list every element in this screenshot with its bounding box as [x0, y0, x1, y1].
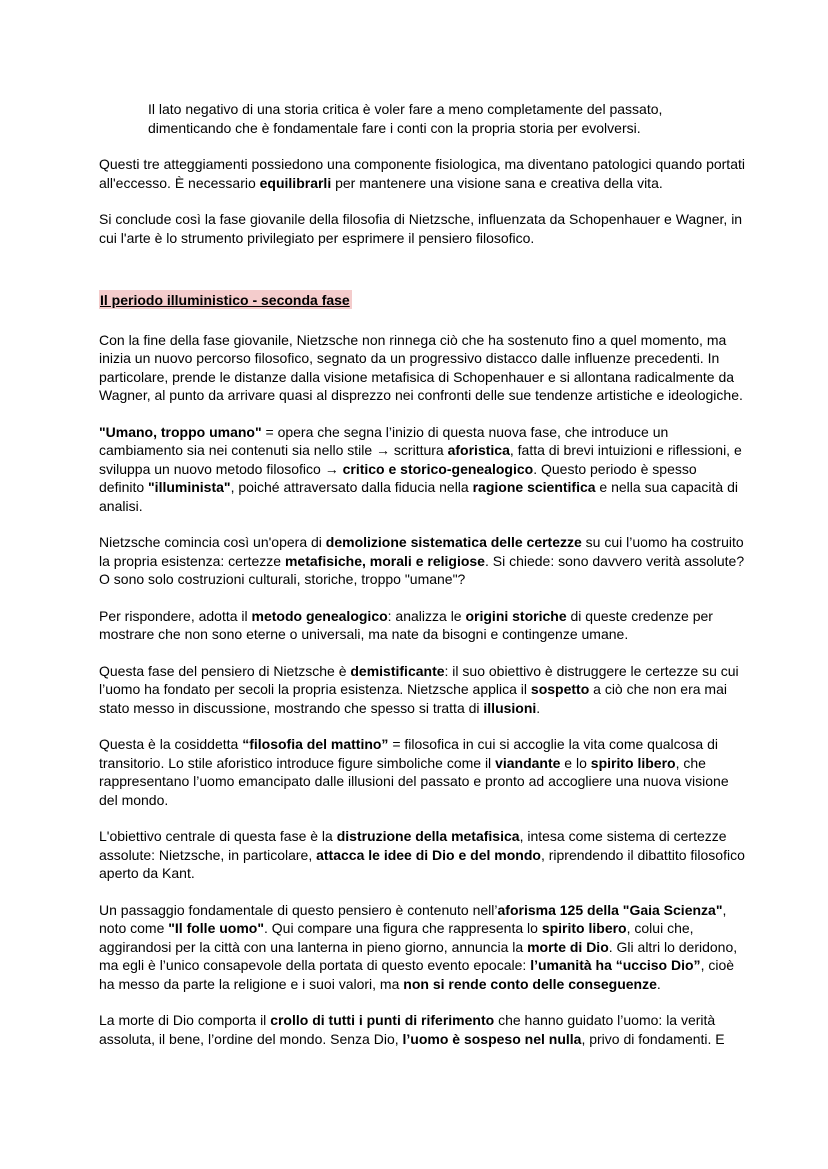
paragraph	[99, 735, 745, 809]
paragraph	[99, 827, 749, 883]
bold-text-run: critico e storico-genealogico	[342, 460, 534, 477]
text-run: . Qui compare una figura che rappresenta lo	[263, 920, 542, 936]
text-run: .	[536, 699, 541, 716]
bold-text-run: ragione scientifica	[472, 479, 596, 495]
text-run: e nella sua capacità di analisi.	[99, 479, 742, 514]
document-body	[99, 100, 749, 1048]
bold-text-run: “filosofia del mattino”	[242, 736, 389, 752]
text-run: .	[656, 975, 661, 992]
text-run: Il lato negativo di una storia critica è voler fare a meno completamente del passato, dimenticando che è fondamentale fare i conti con la propria storia per evolversi.	[148, 101, 667, 136]
paragraph	[99, 155, 749, 192]
bold-text-run: l’uomo è sospeso nel nulla	[402, 1030, 582, 1047]
text-run: L'obiettivo centrale di questa fase è la	[99, 828, 337, 844]
section-heading	[99, 291, 745, 310]
paragraph	[99, 331, 745, 405]
bold-text-run: non si rende conto delle conseguenze	[403, 975, 657, 992]
bold-text-run: aforisma 125 della "Gaia Scienza"	[497, 901, 723, 918]
text-run: Un passaggio fondamentale di questo pensiero è contenuto nell’	[99, 901, 498, 918]
text-run: , intesa come sistema di certezze assolute: Nietzsche, in particolare,	[99, 828, 731, 863]
bold-text-run: metafisiche, morali e religiose	[284, 552, 485, 569]
text-run: Nietzsche comincia così un'opera di	[99, 534, 326, 550]
bold-text-run: metodo genealogico	[251, 607, 388, 624]
text-run: : analizza le	[387, 607, 466, 624]
bold-text-run: "Umano, troppo umano"	[99, 423, 262, 440]
text-run: Questa fase del pensiero di Nietzsche è	[99, 662, 351, 679]
text-run: . Gli altri lo deridono, ma egli è l’unico consapevole della portata di questo evento epocale:	[99, 938, 742, 973]
text-run: , poiché attraversato dalla fiducia nella	[230, 479, 473, 495]
bold-text-run: origini storiche	[465, 607, 567, 624]
text-run: , fatta di brevi intuizioni e riflessioni, e sviluppa un nuovo metodo filosofico →	[99, 442, 746, 477]
text-run: Per rispondere, adotta il	[99, 607, 252, 624]
text-run: , che rappresentano l’uomo emancipato dalle illusioni del passato e pronto ad accogliere una nuova visione del mondo.	[99, 754, 733, 808]
bold-text-run: "Il folle uomo"	[168, 920, 264, 936]
text-run: di queste credenze per mostrare che non sono eterne o universali, ma nate da bisogni e contingenze umane.	[99, 607, 717, 642]
bold-text-run: crollo di tutti i punti di riferimento	[270, 1012, 495, 1028]
bold-text-run: Il periodo illuministico - seconda fase	[100, 292, 350, 308]
text-run: : il suo obiettivo è distruggere le certezze su cui l’uomo ha fondato per secoli la propria esistenza. Nietzsche applica il	[99, 662, 743, 697]
text-run: , cioè ha messo da parte la religione e i suoi valori, ma	[99, 957, 738, 992]
paragraph	[99, 423, 745, 516]
paragraph	[99, 901, 745, 994]
bold-text-run: aforistica	[447, 442, 510, 458]
text-run: , noto come	[99, 901, 731, 936]
paragraph	[99, 533, 749, 589]
text-run: = filosofica in cui si accoglie la vita come qualcosa di transitorio. Lo stile aforistico introduce figure simboliche come il	[99, 736, 722, 771]
bold-text-run: illusioni	[483, 699, 537, 716]
text-run: . Questo periodo è spesso definito	[99, 460, 701, 495]
text-run: = opera che segna l’inizio di questa nuova fase, che introduce un cambiamento sia nei contenuti sia nello stile → scrittura	[99, 423, 673, 458]
bold-text-run: attacca le idee di Dio e del mondo	[316, 846, 541, 863]
bold-text-run: demistificante	[350, 662, 445, 679]
paragraph	[99, 662, 745, 718]
section-heading-highlight	[99, 290, 352, 309]
bold-text-run: morte di Dio	[527, 938, 609, 955]
text-run: . Si chiede: sono davvero verità assolute? O sono solo costruzioni culturali, storiche, troppo "umane"?	[99, 552, 749, 587]
bold-text-run: "illuminista"	[148, 479, 231, 495]
bold-text-run: spirito libero	[590, 754, 676, 771]
text-run: , colui che, aggirandosi per la città con una lanterna in pieno giorno, annuncia la	[99, 920, 698, 955]
paragraph	[99, 607, 745, 644]
text-run: su cui l’uomo ha costruito la propria esistenza: certezze	[99, 534, 748, 569]
text-run: Questi tre atteggiamenti possiedono una componente fisiologica, ma diventano patologici quando portati all'eccesso. È necessario	[99, 156, 749, 191]
text-run: a ciò che non era mai stato messo in discussione, mostrando che spesso si tratta di	[99, 681, 731, 716]
text-run: La morte di Dio comporta il	[99, 1012, 271, 1028]
text-run: Questa è la cosiddetta	[99, 736, 243, 752]
text-run: Con la fine della fase giovanile, Nietzsche non rinnega ciò che ha sostenuto fino a quel momento, ma inizia un nuovo percorso filosofico, segnato da un progressivo distacco dalle influenze precedenti. In particolare, prende le distanze dalla visione metafisica di Schopenhauer e si allontana radicalmente da Wagner, al punto da arrivare quasi al disprezzo nei confronti delle sue tendenze artistiche e ideologiche.	[99, 331, 743, 403]
text-run: e lo	[560, 754, 591, 771]
bold-text-run: spirito libero	[541, 920, 627, 936]
paragraph	[99, 1011, 745, 1048]
bold-text-run: sospetto	[530, 681, 590, 697]
bold-text-run: demolizione sistematica delle certezze	[325, 534, 582, 550]
bold-text-run: l’umanità ha “ucciso Dio”	[530, 957, 701, 973]
text-run: , privo di fondamenti. E	[581, 1030, 725, 1047]
paragraph	[148, 100, 745, 137]
text-run: per mantenere una visione sana e creativa della vita.	[331, 174, 663, 191]
text-run: Si conclude così la fase giovanile della filosofia di Nietzsche, influenzata da Schopenhauer e Wagner, in cui l'arte è lo strumento privilegiato per esprimere il pensiero filosofico.	[99, 211, 746, 246]
bold-text-run: distruzione della metafisica	[336, 828, 520, 844]
text-run: che hanno guidato l’uomo: la verità assoluta, il bene, l’ordine del mondo. Senza Dio,	[99, 1012, 720, 1047]
text-run: , riprendendo il dibattito filosofico aperto da Kant.	[99, 846, 749, 881]
paragraph	[99, 210, 745, 247]
bold-text-run: equilibrarli	[259, 174, 332, 191]
bold-text-run: viandante	[495, 754, 561, 771]
